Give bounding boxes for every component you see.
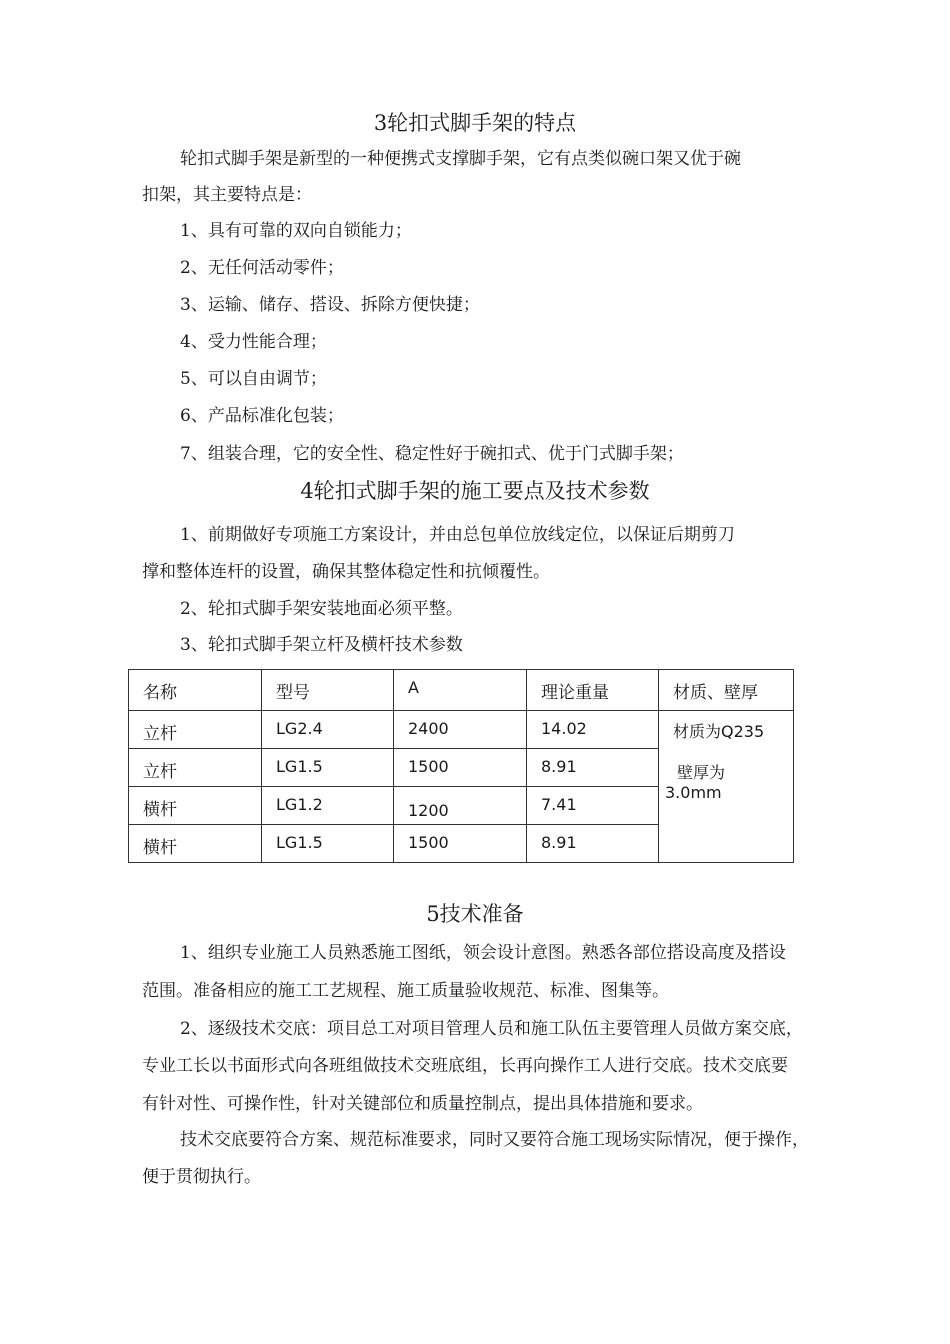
table-header-row: [129, 670, 794, 711]
table-cell: 横杆: [129, 825, 262, 863]
table-header-cell: 材质、壁厚: [659, 670, 794, 711]
section5-p2-line2: 专业工长以书面形式向各班组做技术交班底组，长再向操作工人进行交底。技术交底要: [142, 1056, 788, 1076]
section5-title: 5技术准备: [426, 902, 524, 926]
section5-p3-line2: 便于贯彻执行。: [142, 1167, 261, 1187]
table-row: [129, 711, 794, 749]
table-cell: 14.02: [527, 711, 659, 749]
material-line3: 3.0mm: [665, 783, 722, 802]
spec-table: [128, 669, 794, 863]
table-cell: 1500: [394, 825, 527, 863]
table-cell: 1500: [394, 749, 527, 787]
table-cell: LG2.4: [262, 711, 394, 749]
section4-p1-line1: 1、前期做好专项施工方案设计，并由总包单位放线定位，以保证后期剪刀: [180, 525, 735, 545]
table-header-cell: 名称: [129, 670, 262, 711]
section4-p1-line2: 撑和整体连杆的设置，确保其整体稳定性和抗倾覆性。: [142, 562, 550, 582]
material-line2: 壁厚为: [677, 763, 726, 782]
material-cell: [659, 711, 794, 863]
section5-p2-line3: 有针对性、可操作性，针对关键部位和质量控制点，提出具体措施和要求。: [142, 1094, 703, 1114]
table-cell: LG1.2: [262, 787, 394, 825]
table-cell: LG1.5: [262, 749, 394, 787]
feature-item-5: 5、可以自由调节；: [180, 369, 327, 389]
feature-item-3: 3、运输、储存、搭设、拆除方便快捷；: [180, 295, 480, 315]
section3-title: 3轮扣式脚手架的特点: [373, 111, 577, 135]
section5-p1-line2: 范围。准备相应的施工工艺规程、施工质量验收规范、标准、图集等。: [142, 981, 669, 1001]
table-cell: 8.91: [527, 749, 659, 787]
section5-p2-line1: 2、逐级技术交底：项目总工对项目管理人员和施工队伍主要管理人员做方案交底，: [180, 1019, 803, 1039]
table-cell: 立杆: [129, 711, 262, 749]
section4-p3: 3、轮扣式脚手架立杆及横杆技术参数: [180, 635, 463, 655]
section4-title: 4轮扣式脚手架的施工要点及技术参数: [300, 479, 650, 503]
section3-intro-line1: 轮扣式脚手架是新型的一种便携式支撑脚手架，它有点类似碗口架又优于碗: [180, 149, 741, 169]
section5-p1-line1: 1、组织专业施工人员熟悉施工图纸，领会设计意图。熟悉各部位搭设高度及搭设: [180, 943, 786, 963]
table-cell: 2400: [394, 711, 527, 749]
feature-item-7: 7、组装合理，它的安全性、稳定性好于碗扣式、优于门式脚手架；: [180, 444, 684, 464]
table-cell: LG1.5: [262, 825, 394, 863]
section5-p3-line1: 技术交底要符合方案、规范标准要求，同时又要符合施工现场实际情况，便于操作，: [180, 1130, 809, 1150]
table-header-cell: 理论重量: [527, 670, 659, 711]
table-cell: 8.91: [527, 825, 659, 863]
section4-p2: 2、轮扣式脚手架安装地面必须平整。: [180, 599, 463, 619]
feature-item-4: 4、受力性能合理；: [180, 332, 327, 352]
table-cell: 1200: [394, 787, 527, 825]
table-cell: 横杆: [129, 787, 262, 825]
table-header-cell: A: [394, 670, 527, 711]
table-cell: 立杆: [129, 749, 262, 787]
feature-item-6: 6、产品标准化包装；: [180, 406, 344, 426]
material-line1: 材质为Q235: [673, 722, 765, 741]
feature-item-2: 2、无任何活动零件；: [180, 258, 344, 278]
section3-intro-line2: 扣架，其主要特点是：: [142, 185, 312, 205]
table-header-cell: 型号: [262, 670, 394, 711]
feature-item-1: 1、具有可靠的双向自锁能力；: [180, 221, 412, 241]
table-cell: 7.41: [527, 787, 659, 825]
